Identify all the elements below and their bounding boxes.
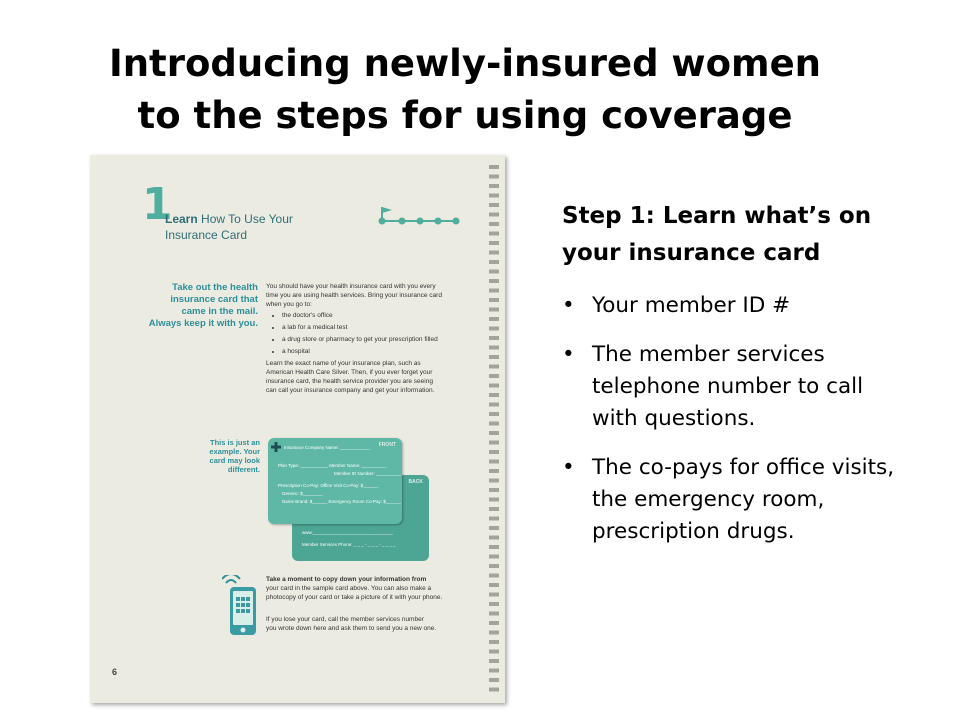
progress-dots-icon — [378, 205, 463, 230]
intro-paragraph: You should have your health insurance card with you every time you are using health services. Bring your insurance card when you go to: • the doctor's office • a lab for a medical test • a drug store or pharmacy to get your prescription filled • a hospital Learn the exact name of your insurance plan, such as American Health Care Silver. Then, if you ever forget your insurance card, the health service provider you are seeing can call your insurance company and get your information. — [266, 282, 476, 395]
bullet-list — [562, 290, 902, 565]
bullet-item: • The co-pays for office visits, the emergency room, prescription drugs. — [562, 452, 902, 548]
booklet-heading — [165, 211, 293, 243]
list-item: • the doctor's office — [282, 311, 476, 320]
step-title: Step 1: Learn what’s on your insurance card — [562, 203, 872, 266]
medical-symbol-icon — [271, 442, 281, 452]
list-item: • a lab for a medical test — [282, 323, 476, 332]
side-note-keep-card: Take out the health insurance card that came in the mail. Always keep it with you. — [148, 282, 258, 329]
slide-title — [60, 38, 870, 142]
bullet-item: • The member services telephone number to call with questions. — [562, 339, 902, 435]
insurance-card-front: FRONT Insurance Company Name: ____________ Plan Type: ___________ Member Name: __________ Member ID Number: __________ Prescription Co-Pay: Office Visit Co-Pay: $______ Generic: $________ Name Brand: $______ Emergency Room Co-Pay: $______ — [268, 438, 402, 524]
card-front-label: FRONT — [378, 442, 396, 448]
phone-icon — [222, 575, 258, 637]
booklet-heading-bold: Learn — [165, 212, 198, 226]
spiral-binding — [489, 165, 499, 695]
copy-info-paragraph: Take a moment to copy down your information from your card in the sample card above. You can also make a photocopy of your card or take a picture of it with your phone. — [266, 576, 443, 601]
slide-title-line-1: Introducing newly-insured women — [108, 42, 822, 85]
page-number: 6 — [112, 667, 118, 677]
list-item: • a hospital — [282, 347, 476, 356]
list-item: • a drug store or pharmacy to get your prescription filled — [282, 335, 476, 344]
booklet-page-image — [90, 155, 505, 703]
bullet-item: • Your member ID # — [562, 290, 902, 322]
insurance-card-back: BACK www.________________________________ Member Services Phone: _ _ _ - _ _ _ - _ _ _ _ — [292, 475, 429, 561]
step-number: 1 — [142, 179, 173, 230]
booklet-heading-rest: How To Use Your — [201, 212, 293, 226]
booklet-heading-line2: Insurance Card — [165, 228, 248, 242]
lost-card-paragraph: If you lose your card, call the member services number you wrote down here and ask them to send you a new one. — [266, 616, 437, 632]
places-list — [266, 311, 476, 356]
side-note-example: This is just an example. Your card may look different. — [209, 438, 260, 474]
card-back-label: BACK — [408, 479, 423, 485]
slide-title-line-2: to the steps for using coverage — [137, 94, 793, 137]
